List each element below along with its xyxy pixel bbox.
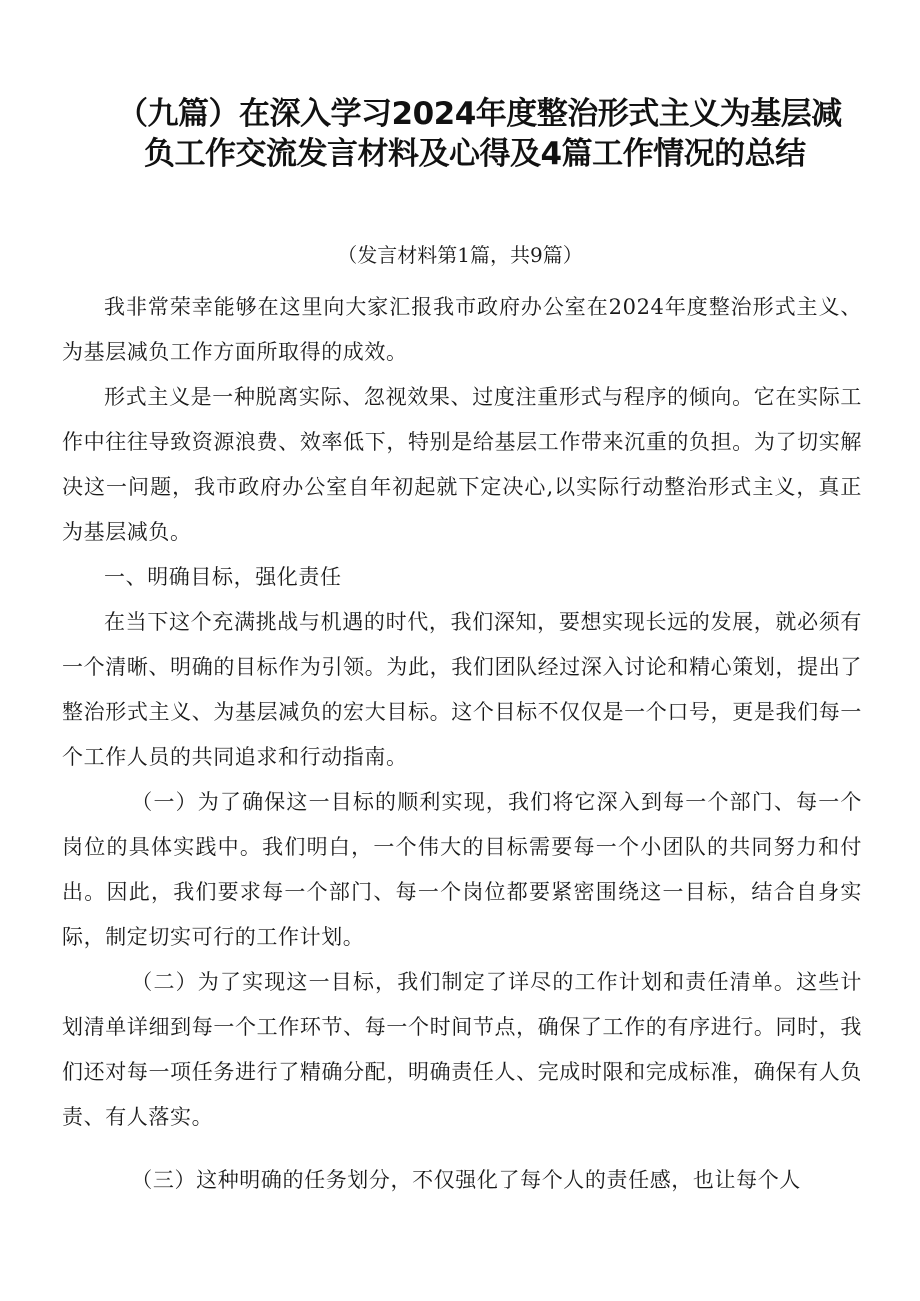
paragraph-item-1: （一）为了确保这一目标的顺利实现，我们将它深入到每一个部门、每一个岗位的具体实践中。我们明白，一个伟大的目标需要每一个小团队的共同努力和付出。因此，我们要求每一个部门、每一个岗位都要紧密围绕这一目标，结合自身实际，制定切实可行的工作计划。 [62,790,862,949]
title-line-1: （九篇）在深入学习2024年度整治形式主义为基层减 [117,96,842,132]
paragraph-gap [62,1140,862,1158]
paragraph-goals: 在当下这个充满挑战与机遇的时代，我们深知，要想实现长远的发展，就必须有一个清晰、明确的目标作为引领。为此，我们团队经过深入讨论和精心策划，提出了整治形式主义、为基层减负的宏大目标。这个目标不仅仅是一个口号，更是我们每一个工作人员的共同追求和行动指南。 [62,610,862,769]
document-body [62,285,862,1203]
section-heading-1: 一、明确目标，强化责任 [104,565,342,589]
document-subtitle: （发言材料第1篇，共9篇） [337,243,583,267]
paragraph-formalism: 形式主义是一种脱离实际、忽视效果、过度注重形式与程序的倾向。它在实际工作中往往导致资源浪费、效率低下，特别是给基层工作带来沉重的负担。为了切实解决这一问题，我市政府办公室自年初起就下定决心,以实际行动整治形式主义，真正为基层减负。 [62,385,862,544]
title-line-2: 负工作交流发言材料及心得及4篇工作情况的总结 [144,136,806,172]
paragraph-intro: 我非常荣幸能够在这里向大家汇报我市政府办公室在2024年度整治形式主义、为基层减负工作方面所取得的成效。 [62,295,862,364]
paragraph-item-2: （二）为了实现这一目标，我们制定了详尽的工作计划和责任清单。这些计划清单详细到每一个工作环节、每一个时间节点，确保了工作的有序进行。同时，我们还对每一项任务进行了精确分配，明确责任人、完成时限和完成标准，确保有人负责、有人落实。 [62,970,862,1129]
paragraph-item-3: （三）这种明确的任务划分，不仅强化了每个人的责任感，也让每个人 [131,1168,801,1192]
